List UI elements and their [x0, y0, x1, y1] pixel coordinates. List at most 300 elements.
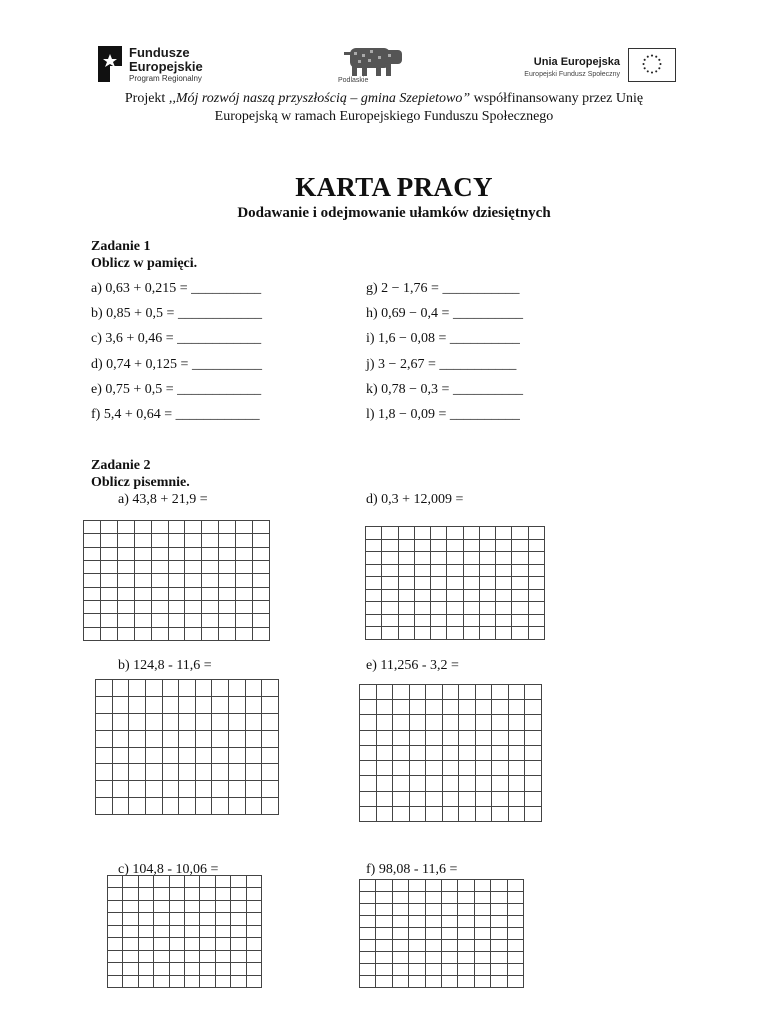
grid-cell[interactable] — [170, 888, 185, 900]
grid-cell[interactable] — [216, 876, 231, 888]
grid-cell[interactable] — [216, 888, 231, 900]
grid-cell[interactable] — [247, 938, 262, 950]
grid-cell[interactable] — [508, 952, 524, 964]
grid-cell[interactable] — [508, 928, 524, 940]
grid-cell[interactable] — [409, 976, 425, 988]
grid-cell[interactable] — [459, 776, 476, 791]
grid-cell[interactable] — [377, 746, 394, 761]
grid-cell[interactable] — [185, 614, 202, 627]
grid-cell[interactable] — [135, 628, 152, 641]
grid-cell[interactable] — [101, 614, 118, 627]
grid-cell[interactable] — [360, 916, 376, 928]
grid-cell[interactable] — [179, 781, 196, 798]
calc-grid-d[interactable] — [365, 526, 545, 640]
grid-cell[interactable] — [247, 963, 262, 975]
grid-cell[interactable] — [509, 731, 526, 746]
grid-cell[interactable] — [393, 700, 410, 715]
grid-cell[interactable] — [231, 951, 246, 963]
grid-cell[interactable] — [464, 615, 480, 628]
grid-cell[interactable] — [431, 615, 447, 628]
grid-cell[interactable] — [410, 807, 427, 822]
grid-cell[interactable] — [431, 552, 447, 565]
grid-cell[interactable] — [426, 700, 443, 715]
grid-cell[interactable] — [492, 700, 509, 715]
grid-cell[interactable] — [179, 731, 196, 748]
grid-cell[interactable] — [475, 916, 491, 928]
grid-cell[interactable] — [236, 561, 253, 574]
grid-cell[interactable] — [196, 748, 213, 765]
grid-cell[interactable] — [426, 685, 443, 700]
grid-cell[interactable] — [169, 588, 186, 601]
grid-cell[interactable] — [508, 976, 524, 988]
grid-cell[interactable] — [185, 901, 200, 913]
grid-cell[interactable] — [393, 880, 409, 892]
grid-cell[interactable] — [431, 577, 447, 590]
grid-cell[interactable] — [431, 602, 447, 615]
grid-cell[interactable] — [431, 627, 447, 640]
grid-cell[interactable] — [84, 534, 101, 547]
grid-cell[interactable] — [246, 680, 263, 697]
grid-cell[interactable] — [529, 565, 545, 578]
grid-cell[interactable] — [170, 976, 185, 988]
grid-cell[interactable] — [154, 901, 169, 913]
grid-cell[interactable] — [426, 880, 442, 892]
grid-cell[interactable] — [475, 940, 491, 952]
grid-cell[interactable] — [377, 715, 394, 730]
grid-cell[interactable] — [458, 964, 474, 976]
grid-cell[interactable] — [246, 764, 263, 781]
grid-cell[interactable] — [154, 876, 169, 888]
grid-cell[interactable] — [492, 685, 509, 700]
grid-cell[interactable] — [84, 628, 101, 641]
grid-cell[interactable] — [382, 552, 398, 565]
grid-cell[interactable] — [399, 552, 415, 565]
grid-cell[interactable] — [491, 904, 507, 916]
grid-cell[interactable] — [123, 913, 138, 925]
grid-cell[interactable] — [393, 928, 409, 940]
grid-cell[interactable] — [200, 976, 215, 988]
grid-cell[interactable] — [84, 574, 101, 587]
grid-cell[interactable] — [169, 601, 186, 614]
grid-cell[interactable] — [426, 940, 442, 952]
grid-cell[interactable] — [508, 904, 524, 916]
grid-cell[interactable] — [529, 615, 545, 628]
grid-cell[interactable] — [496, 552, 512, 565]
grid-cell[interactable] — [377, 807, 394, 822]
grid-cell[interactable] — [123, 938, 138, 950]
grid-cell[interactable] — [360, 776, 377, 791]
grid-cell[interactable] — [458, 904, 474, 916]
grid-cell[interactable] — [496, 602, 512, 615]
grid-cell[interactable] — [426, 731, 443, 746]
grid-cell[interactable] — [179, 714, 196, 731]
grid-cell[interactable] — [135, 588, 152, 601]
grid-cell[interactable] — [146, 714, 163, 731]
grid-cell[interactable] — [247, 976, 262, 988]
grid-cell[interactable] — [376, 976, 392, 988]
grid-cell[interactable] — [525, 776, 542, 791]
grid-cell[interactable] — [129, 798, 146, 815]
grid-cell[interactable] — [426, 964, 442, 976]
grid-cell[interactable] — [492, 807, 509, 822]
grid-cell[interactable] — [170, 901, 185, 913]
grid-cell[interactable] — [101, 548, 118, 561]
grid-cell[interactable] — [492, 746, 509, 761]
grid-cell[interactable] — [442, 976, 458, 988]
grid-cell[interactable] — [163, 714, 180, 731]
grid-cell[interactable] — [366, 627, 382, 640]
grid-cell[interactable] — [229, 798, 246, 815]
grid-cell[interactable] — [135, 574, 152, 587]
grid-cell[interactable] — [426, 715, 443, 730]
grid-cell[interactable] — [360, 880, 376, 892]
grid-cell[interactable] — [443, 807, 460, 822]
calc-grid-f[interactable] — [359, 879, 524, 988]
grid-cell[interactable] — [415, 602, 431, 615]
grid-cell[interactable] — [202, 561, 219, 574]
grid-cell[interactable] — [447, 577, 463, 590]
grid-cell[interactable] — [382, 527, 398, 540]
grid-cell[interactable] — [491, 952, 507, 964]
grid-cell[interactable] — [409, 904, 425, 916]
grid-cell[interactable] — [399, 527, 415, 540]
grid-cell[interactable] — [129, 714, 146, 731]
grid-cell[interactable] — [426, 792, 443, 807]
grid-cell[interactable] — [212, 781, 229, 798]
grid-cell[interactable] — [426, 976, 442, 988]
grid-cell[interactable] — [431, 590, 447, 603]
grid-cell[interactable] — [491, 976, 507, 988]
grid-cell[interactable] — [480, 577, 496, 590]
grid-cell[interactable] — [170, 951, 185, 963]
grid-cell[interactable] — [139, 951, 154, 963]
grid-cell[interactable] — [382, 602, 398, 615]
grid-cell[interactable] — [96, 714, 113, 731]
grid-cell[interactable] — [123, 976, 138, 988]
grid-cell[interactable] — [108, 976, 123, 988]
grid-cell[interactable] — [525, 731, 542, 746]
grid-cell[interactable] — [152, 521, 169, 534]
grid-cell[interactable] — [212, 697, 229, 714]
grid-cell[interactable] — [529, 540, 545, 553]
grid-cell[interactable] — [492, 731, 509, 746]
grid-cell[interactable] — [229, 748, 246, 765]
grid-cell[interactable] — [410, 761, 427, 776]
grid-cell[interactable] — [231, 926, 246, 938]
grid-cell[interactable] — [179, 697, 196, 714]
grid-cell[interactable] — [152, 588, 169, 601]
grid-cell[interactable] — [118, 614, 135, 627]
grid-cell[interactable] — [512, 565, 528, 578]
grid-cell[interactable] — [146, 798, 163, 815]
grid-cell[interactable] — [253, 574, 270, 587]
grid-cell[interactable] — [366, 540, 382, 553]
grid-cell[interactable] — [377, 700, 394, 715]
grid-cell[interactable] — [262, 748, 279, 765]
grid-cell[interactable] — [480, 552, 496, 565]
grid-cell[interactable] — [216, 963, 231, 975]
grid-cell[interactable] — [443, 715, 460, 730]
grid-cell[interactable] — [492, 715, 509, 730]
grid-cell[interactable] — [458, 880, 474, 892]
grid-cell[interactable] — [196, 680, 213, 697]
grid-cell[interactable] — [393, 940, 409, 952]
grid-cell[interactable] — [492, 761, 509, 776]
grid-cell[interactable] — [262, 731, 279, 748]
grid-cell[interactable] — [108, 938, 123, 950]
grid-cell[interactable] — [476, 776, 493, 791]
grid-cell[interactable] — [464, 577, 480, 590]
grid-cell[interactable] — [247, 951, 262, 963]
grid-cell[interactable] — [229, 781, 246, 798]
grid-cell[interactable] — [399, 540, 415, 553]
grid-cell[interactable] — [508, 880, 524, 892]
grid-cell[interactable] — [410, 731, 427, 746]
grid-cell[interactable] — [163, 731, 180, 748]
grid-cell[interactable] — [84, 588, 101, 601]
grid-cell[interactable] — [129, 748, 146, 765]
grid-cell[interactable] — [123, 963, 138, 975]
grid-cell[interactable] — [447, 540, 463, 553]
grid-cell[interactable] — [108, 901, 123, 913]
grid-cell[interactable] — [443, 746, 460, 761]
grid-cell[interactable] — [491, 928, 507, 940]
grid-cell[interactable] — [512, 615, 528, 628]
grid-cell[interactable] — [169, 628, 186, 641]
grid-cell[interactable] — [458, 892, 474, 904]
grid-cell[interactable] — [101, 628, 118, 641]
grid-cell[interactable] — [231, 901, 246, 913]
grid-cell[interactable] — [246, 731, 263, 748]
grid-cell[interactable] — [170, 926, 185, 938]
grid-cell[interactable] — [480, 615, 496, 628]
grid-cell[interactable] — [508, 940, 524, 952]
grid-cell[interactable] — [96, 781, 113, 798]
grid-cell[interactable] — [393, 807, 410, 822]
grid-cell[interactable] — [512, 577, 528, 590]
grid-cell[interactable] — [135, 521, 152, 534]
grid-cell[interactable] — [163, 748, 180, 765]
grid-cell[interactable] — [426, 928, 442, 940]
grid-cell[interactable] — [509, 746, 526, 761]
grid-cell[interactable] — [360, 940, 376, 952]
grid-cell[interactable] — [426, 904, 442, 916]
grid-cell[interactable] — [426, 761, 443, 776]
grid-cell[interactable] — [101, 521, 118, 534]
grid-cell[interactable] — [246, 748, 263, 765]
grid-cell[interactable] — [247, 913, 262, 925]
grid-cell[interactable] — [376, 892, 392, 904]
grid-cell[interactable] — [212, 714, 229, 731]
grid-cell[interactable] — [525, 685, 542, 700]
grid-cell[interactable] — [529, 590, 545, 603]
grid-cell[interactable] — [480, 590, 496, 603]
grid-cell[interactable] — [146, 781, 163, 798]
grid-cell[interactable] — [247, 876, 262, 888]
grid-cell[interactable] — [219, 628, 236, 641]
grid-cell[interactable] — [185, 574, 202, 587]
grid-cell[interactable] — [508, 964, 524, 976]
grid-cell[interactable] — [200, 876, 215, 888]
grid-cell[interactable] — [170, 938, 185, 950]
grid-cell[interactable] — [152, 561, 169, 574]
grid-cell[interactable] — [508, 916, 524, 928]
grid-cell[interactable] — [409, 892, 425, 904]
grid-cell[interactable] — [377, 685, 394, 700]
grid-cell[interactable] — [262, 680, 279, 697]
grid-cell[interactable] — [169, 548, 186, 561]
grid-cell[interactable] — [135, 534, 152, 547]
grid-cell[interactable] — [169, 561, 186, 574]
grid-cell[interactable] — [476, 761, 493, 776]
grid-cell[interactable] — [216, 901, 231, 913]
grid-cell[interactable] — [108, 913, 123, 925]
grid-cell[interactable] — [236, 628, 253, 641]
grid-cell[interactable] — [200, 913, 215, 925]
grid-cell[interactable] — [480, 602, 496, 615]
grid-cell[interactable] — [476, 792, 493, 807]
grid-cell[interactable] — [154, 913, 169, 925]
grid-cell[interactable] — [247, 926, 262, 938]
grid-cell[interactable] — [426, 952, 442, 964]
grid-cell[interactable] — [426, 776, 443, 791]
grid-cell[interactable] — [476, 715, 493, 730]
grid-cell[interactable] — [118, 628, 135, 641]
grid-cell[interactable] — [447, 627, 463, 640]
grid-cell[interactable] — [247, 901, 262, 913]
grid-cell[interactable] — [219, 588, 236, 601]
grid-cell[interactable] — [447, 602, 463, 615]
grid-cell[interactable] — [476, 685, 493, 700]
grid-cell[interactable] — [459, 761, 476, 776]
grid-cell[interactable] — [139, 976, 154, 988]
grid-cell[interactable] — [179, 798, 196, 815]
grid-cell[interactable] — [475, 880, 491, 892]
grid-cell[interactable] — [393, 761, 410, 776]
grid-cell[interactable] — [185, 888, 200, 900]
grid-cell[interactable] — [512, 552, 528, 565]
grid-cell[interactable] — [169, 521, 186, 534]
grid-cell[interactable] — [262, 714, 279, 731]
grid-cell[interactable] — [409, 916, 425, 928]
grid-cell[interactable] — [459, 731, 476, 746]
grid-cell[interactable] — [491, 880, 507, 892]
grid-cell[interactable] — [458, 940, 474, 952]
grid-cell[interactable] — [219, 521, 236, 534]
grid-cell[interactable] — [509, 807, 526, 822]
grid-cell[interactable] — [202, 548, 219, 561]
grid-cell[interactable] — [491, 940, 507, 952]
grid-cell[interactable] — [253, 548, 270, 561]
grid-cell[interactable] — [246, 798, 263, 815]
grid-cell[interactable] — [496, 577, 512, 590]
grid-cell[interactable] — [200, 926, 215, 938]
grid-cell[interactable] — [443, 761, 460, 776]
grid-cell[interactable] — [525, 792, 542, 807]
grid-cell[interactable] — [253, 614, 270, 627]
grid-cell[interactable] — [376, 928, 392, 940]
grid-cell[interactable] — [409, 928, 425, 940]
grid-cell[interactable] — [376, 952, 392, 964]
grid-cell[interactable] — [129, 731, 146, 748]
grid-cell[interactable] — [491, 916, 507, 928]
grid-cell[interactable] — [118, 548, 135, 561]
grid-cell[interactable] — [185, 548, 202, 561]
grid-cell[interactable] — [101, 601, 118, 614]
calc-grid-c[interactable] — [107, 875, 262, 988]
grid-cell[interactable] — [409, 952, 425, 964]
grid-cell[interactable] — [212, 680, 229, 697]
grid-cell[interactable] — [118, 574, 135, 587]
grid-cell[interactable] — [409, 940, 425, 952]
grid-cell[interactable] — [219, 614, 236, 627]
grid-cell[interactable] — [101, 574, 118, 587]
grid-cell[interactable] — [216, 951, 231, 963]
grid-cell[interactable] — [219, 548, 236, 561]
grid-cell[interactable] — [219, 561, 236, 574]
grid-cell[interactable] — [118, 601, 135, 614]
grid-cell[interactable] — [170, 913, 185, 925]
grid-cell[interactable] — [366, 565, 382, 578]
grid-cell[interactable] — [253, 628, 270, 641]
grid-cell[interactable] — [415, 565, 431, 578]
grid-cell[interactable] — [152, 534, 169, 547]
grid-cell[interactable] — [382, 565, 398, 578]
grid-cell[interactable] — [219, 574, 236, 587]
grid-cell[interactable] — [200, 901, 215, 913]
grid-cell[interactable] — [442, 940, 458, 952]
grid-cell[interactable] — [410, 792, 427, 807]
grid-cell[interactable] — [185, 601, 202, 614]
grid-cell[interactable] — [196, 697, 213, 714]
grid-cell[interactable] — [123, 951, 138, 963]
grid-cell[interactable] — [185, 926, 200, 938]
grid-cell[interactable] — [393, 715, 410, 730]
grid-cell[interactable] — [512, 627, 528, 640]
grid-cell[interactable] — [219, 601, 236, 614]
grid-cell[interactable] — [101, 588, 118, 601]
grid-cell[interactable] — [376, 940, 392, 952]
grid-cell[interactable] — [236, 574, 253, 587]
grid-cell[interactable] — [442, 892, 458, 904]
grid-cell[interactable] — [202, 601, 219, 614]
grid-cell[interactable] — [118, 534, 135, 547]
grid-cell[interactable] — [118, 588, 135, 601]
grid-cell[interactable] — [431, 527, 447, 540]
grid-cell[interactable] — [129, 697, 146, 714]
grid-cell[interactable] — [135, 561, 152, 574]
grid-cell[interactable] — [464, 602, 480, 615]
grid-cell[interactable] — [231, 938, 246, 950]
grid-cell[interactable] — [152, 574, 169, 587]
grid-cell[interactable] — [236, 614, 253, 627]
grid-cell[interactable] — [202, 534, 219, 547]
grid-cell[interactable] — [123, 901, 138, 913]
grid-cell[interactable] — [399, 565, 415, 578]
grid-cell[interactable] — [185, 521, 202, 534]
grid-cell[interactable] — [253, 534, 270, 547]
grid-cell[interactable] — [152, 601, 169, 614]
calc-grid-a[interactable] — [83, 520, 270, 641]
grid-cell[interactable] — [415, 615, 431, 628]
grid-cell[interactable] — [464, 540, 480, 553]
grid-cell[interactable] — [382, 590, 398, 603]
grid-cell[interactable] — [200, 951, 215, 963]
grid-cell[interactable] — [508, 892, 524, 904]
grid-cell[interactable] — [196, 781, 213, 798]
grid-cell[interactable] — [480, 565, 496, 578]
grid-cell[interactable] — [443, 776, 460, 791]
